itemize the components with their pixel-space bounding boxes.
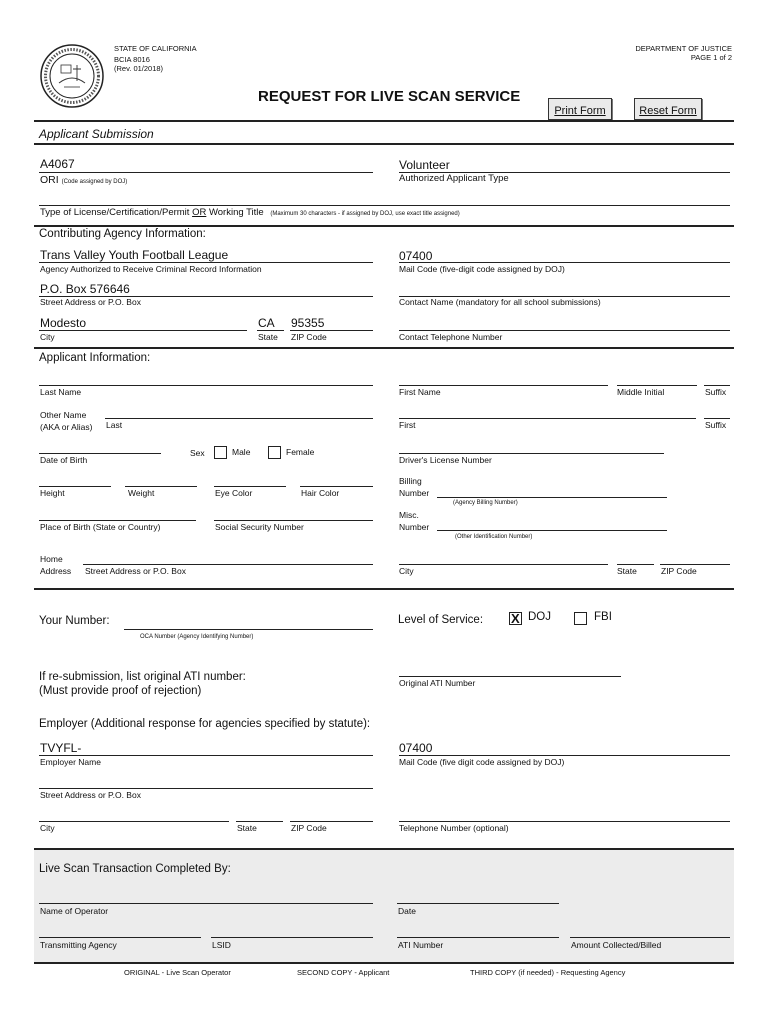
- agency-name-value[interactable]: Trans Valley Youth Football League: [40, 248, 229, 262]
- agency-zip-label: ZIP Code: [291, 332, 327, 342]
- contributing-agency-heading: Contributing Agency Information:: [39, 228, 206, 240]
- employer-name-label: Employer Name: [40, 757, 101, 767]
- form-title: REQUEST FOR LIVE SCAN SERVICE: [258, 88, 521, 105]
- employer-phone-label: Telephone Number (optional): [399, 823, 509, 833]
- form-id: BCIA 8016: [114, 55, 150, 64]
- aka-label: (AKA or Alias): [40, 422, 93, 432]
- license-title-label: Type of License/Certification/Permit OR Working Title (Maximum 30 characters - if assigned by DOJ, use exact title assigned): [40, 207, 460, 218]
- applicant-type-label: Authorized Applicant Type: [399, 173, 509, 184]
- other-first-label: First: [399, 420, 416, 430]
- print-form-button[interactable]: Print Form: [548, 98, 612, 120]
- suffix-label: Suffix: [705, 387, 727, 397]
- transmitting-agency-label: Transmitting Agency: [40, 940, 117, 950]
- billing-label-2: Number: [399, 488, 430, 498]
- employer-state-label: State: [237, 823, 257, 833]
- footer-copy-third: THIRD COPY (if needed) - Requesting Agency: [470, 968, 626, 977]
- sex-female-label: Female: [286, 447, 315, 457]
- transaction-date-label: Date: [398, 906, 416, 916]
- employer-mail-code-value[interactable]: 07400: [399, 741, 433, 755]
- agency-zip-value[interactable]: 95355: [291, 316, 325, 330]
- doj-seal-icon: [39, 43, 105, 109]
- transaction-heading: Live Scan Transaction Completed By:: [39, 863, 231, 875]
- middle-initial-label: Middle Initial: [617, 387, 665, 397]
- operator-name-label: Name of Operator: [40, 906, 109, 916]
- agency-street-label: Street Address or P.O. Box: [40, 297, 141, 307]
- home-city-label: City: [399, 566, 414, 576]
- sex-label: Sex: [190, 448, 205, 458]
- applicant-submission-heading: Applicant Submission: [39, 127, 154, 141]
- footer-copy-second: SECOND COPY - Applicant: [297, 968, 390, 977]
- weight-label: Weight: [128, 488, 155, 498]
- fbi-service-label: FBI: [594, 611, 612, 623]
- employer-zip-label: ZIP Code: [291, 823, 327, 833]
- ssn-label: Social Security Number: [215, 522, 304, 532]
- doj-service-label: DOJ: [528, 611, 551, 623]
- last-name-label: Last Name: [40, 387, 82, 397]
- height-label: Height: [40, 488, 65, 498]
- home-street-label: Street Address or P.O. Box: [85, 566, 186, 576]
- department-name: DEPARTMENT OF JUSTICE: [635, 44, 732, 53]
- oca-note: OCA Number (Agency Identifying Number): [140, 634, 254, 640]
- ati-number-label: ATI Number: [398, 940, 444, 950]
- home-state-label: State: [617, 566, 637, 576]
- state-name: STATE OF CALIFORNIA: [114, 44, 197, 53]
- sex-female-checkbox[interactable]: [268, 446, 281, 459]
- agency-name-label: Agency Authorized to Receive Criminal Record Information: [40, 264, 262, 274]
- applicant-type-value[interactable]: Volunteer: [399, 158, 450, 172]
- resubmission-line-2: (Must provide proof of rejection): [39, 685, 202, 697]
- employer-mail-code-label: Mail Code (five digit code assigned by DOJ): [399, 757, 565, 767]
- reset-form-button[interactable]: Reset Form: [634, 98, 702, 120]
- employer-name-value[interactable]: TVYFL-: [40, 741, 82, 755]
- billing-label-1: Billing: [399, 476, 422, 486]
- sex-male-checkbox[interactable]: [214, 446, 227, 459]
- home-label-1: Home: [40, 554, 63, 564]
- other-suffix-label: Suffix: [705, 420, 727, 430]
- hair-color-label: Hair Color: [301, 488, 340, 498]
- ori-value[interactable]: A4067: [40, 157, 75, 171]
- agency-city-value[interactable]: Modesto: [40, 316, 87, 330]
- employer-city-label: City: [40, 823, 55, 833]
- amount-collected-label: Amount Collected/Billed: [571, 940, 662, 950]
- doj-service-checkbox[interactable]: [509, 612, 522, 625]
- billing-note: (Agency Billing Number): [453, 500, 518, 506]
- eye-color-label: Eye Color: [215, 488, 253, 498]
- fbi-service-checkbox[interactable]: [574, 612, 587, 625]
- agency-state-label: State: [258, 332, 278, 342]
- agency-mail-code-label: Mail Code (five-digit code assigned by DOJ): [399, 264, 565, 274]
- first-name-label: First Name: [399, 387, 441, 397]
- contact-name-label: Contact Name (mandatory for all school submissions): [399, 297, 601, 307]
- form-revision: (Rev. 01/2018): [114, 64, 164, 73]
- misc-label-1: Misc.: [399, 510, 419, 520]
- misc-label-2: Number: [399, 522, 430, 532]
- resubmission-line-1: If re-submission, list original ATI number:: [39, 671, 246, 683]
- home-zip-label: ZIP Code: [661, 566, 697, 576]
- misc-note: (Other Identification Number): [455, 534, 533, 540]
- agency-state-value[interactable]: CA: [258, 316, 275, 330]
- lsid-label: LSID: [212, 940, 231, 950]
- agency-mail-code-value[interactable]: 07400: [399, 249, 433, 263]
- other-name-label: Other Name: [40, 410, 87, 420]
- other-last-label: Last: [106, 420, 123, 430]
- level-of-service-label: Level of Service:: [398, 614, 484, 626]
- sex-male-label: Male: [232, 447, 251, 457]
- drivers-license-label: Driver's License Number: [399, 455, 492, 465]
- applicant-info-heading: Applicant Information:: [39, 352, 151, 364]
- contact-phone-label: Contact Telephone Number: [399, 332, 503, 342]
- agency-city-label: City: [40, 332, 55, 342]
- original-ati-label: Original ATI Number: [399, 678, 476, 688]
- employer-street-label: Street Address or P.O. Box: [40, 790, 141, 800]
- employer-heading: Employer (Additional response for agencies specified by statute):: [39, 718, 371, 730]
- home-label-2: Address: [40, 566, 72, 576]
- your-number-label: Your Number:: [39, 615, 110, 627]
- place-of-birth-label: Place of Birth (State or Country): [40, 522, 161, 532]
- page-number: PAGE 1 of 2: [690, 53, 732, 62]
- ori-label: ORI (Code assigned by DOJ): [40, 174, 128, 186]
- footer-copy-original: ORIGINAL - Live Scan Operator: [124, 968, 231, 977]
- agency-street-value[interactable]: P.O. Box 576646: [40, 282, 130, 296]
- dob-label: Date of Birth: [40, 455, 88, 465]
